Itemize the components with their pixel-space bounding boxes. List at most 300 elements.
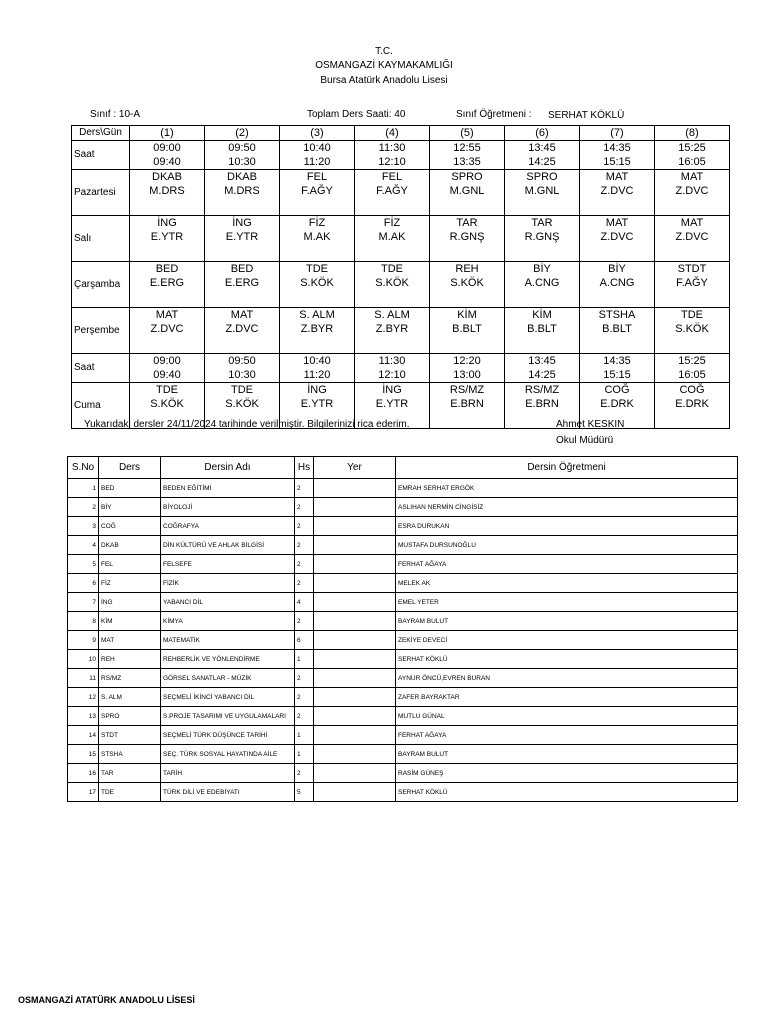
lesson-bottom: B.BLT	[602, 323, 632, 335]
lesson-top: MAT	[680, 217, 704, 229]
list-cell	[314, 479, 396, 498]
lesson-cell	[205, 216, 280, 262]
list-cell: 6	[68, 574, 99, 593]
time-top: 10:40	[303, 355, 331, 367]
list-cell: 16	[68, 764, 99, 783]
list-header-cell: Dersin Öğretmeni	[396, 457, 738, 479]
list-cell: FEL	[99, 555, 161, 574]
lesson-bottom: M.AK	[303, 231, 331, 243]
time-cell	[430, 354, 505, 383]
lesson-top: STDT	[677, 263, 707, 275]
lesson-top: MAT	[680, 171, 704, 183]
lesson-cell	[505, 170, 580, 216]
lesson-top: S. ALM	[374, 309, 410, 321]
list-row	[68, 688, 738, 707]
list-header-row	[68, 457, 738, 479]
header-school: Bursa Atatürk Anadolu Lisesi	[320, 75, 448, 86]
day-label: Çarşamba	[72, 262, 130, 308]
lesson-top: TDE	[681, 309, 703, 321]
lesson-bottom: M.GNL	[449, 185, 485, 197]
time-top: 15:25	[678, 355, 706, 367]
header-kaymakamlik: OSMANGAZİ KAYMAKAMLIĞI	[315, 60, 453, 71]
lesson-top: İNG	[307, 384, 327, 396]
list-cell	[314, 612, 396, 631]
lesson-top: RS/MZ	[449, 384, 485, 396]
lesson-bottom: E.DRK	[675, 398, 709, 410]
list-cell: SERHAT KÖKLÜ	[396, 783, 738, 802]
lesson-bottom: E.ERG	[224, 277, 260, 289]
list-header-cell: S.No	[68, 457, 99, 479]
lesson-top: MAT	[155, 309, 179, 321]
list-cell: YABANCI DİL	[161, 593, 295, 612]
list-cell	[314, 688, 396, 707]
list-cell: S.PROJE TASARIMI VE UYGULAMALARI	[161, 707, 295, 726]
time-row-friday	[72, 354, 730, 383]
list-row	[68, 631, 738, 650]
lesson-top: BED	[155, 263, 179, 275]
list-cell: REH	[99, 650, 161, 669]
lesson-bottom: B.BLT	[527, 323, 557, 335]
list-cell: COĞRAFYA	[161, 517, 295, 536]
list-cell: 1	[68, 479, 99, 498]
time-bottom: 14:25	[528, 156, 556, 168]
list-cell: 2	[68, 498, 99, 517]
list-cell	[314, 631, 396, 650]
list-cell: 1	[295, 745, 314, 764]
day-label: Salı	[72, 216, 130, 262]
lesson-cell	[430, 383, 505, 429]
lesson-cell	[655, 170, 730, 216]
lesson-bottom: A.CNG	[524, 277, 560, 289]
list-cell: İNG	[99, 593, 161, 612]
time-top: 11:30	[378, 142, 406, 154]
class-teacher-label: Sınıf Öğretmeni :	[456, 109, 532, 120]
lesson-top: TAR	[456, 217, 478, 229]
lesson-bottom: E.YTR	[225, 231, 259, 243]
time-top: 13:45	[528, 142, 556, 154]
list-row	[68, 764, 738, 783]
lesson-bottom: E.BRN	[450, 398, 484, 410]
list-cell: 12	[68, 688, 99, 707]
list-header-cell: Yer	[314, 457, 396, 479]
lesson-bottom: F.AĞY	[301, 185, 333, 197]
period-header: (8)	[655, 126, 730, 141]
list-cell: ESRA DURUKAN	[396, 517, 738, 536]
lesson-bottom: F.AĞY	[376, 185, 408, 197]
lesson-cell	[280, 216, 355, 262]
list-cell: 3	[68, 517, 99, 536]
list-cell: 2	[295, 688, 314, 707]
lesson-cell	[355, 262, 430, 308]
list-cell: REHBERLİK VE YÖNLENDİRME	[161, 650, 295, 669]
list-cell: FİZ	[99, 574, 161, 593]
list-cell: MUSTAFA DURSUNOĞLU	[396, 536, 738, 555]
lesson-top: REH	[455, 263, 479, 275]
saat-label: Saat	[72, 141, 130, 170]
lesson-bottom: S.KÖK	[450, 277, 484, 289]
list-cell: 10	[68, 650, 99, 669]
list-cell: MAT	[99, 631, 161, 650]
time-cell	[205, 141, 280, 170]
lesson-cell	[280, 170, 355, 216]
total-hours-label: Toplam Ders Saati: 40	[307, 109, 406, 120]
lesson-cell	[205, 262, 280, 308]
time-bottom: 14:25	[528, 369, 556, 381]
class-teacher-name: SERHAT KÖKLÜ	[548, 110, 625, 121]
list-row	[68, 498, 738, 517]
corner-cell: Ders\Gün	[72, 126, 130, 141]
lesson-top: KİM	[457, 309, 477, 321]
lesson-bottom: A.CNG	[599, 277, 635, 289]
list-cell: 4	[68, 536, 99, 555]
list-cell: EMEL YETER	[396, 593, 738, 612]
list-cell: 9	[68, 631, 99, 650]
list-cell: TDE	[99, 783, 161, 802]
list-cell: 13	[68, 707, 99, 726]
list-cell: 2	[295, 517, 314, 536]
period-header: (2)	[205, 126, 280, 141]
list-cell: 2	[295, 574, 314, 593]
lesson-top: DKAB	[152, 171, 182, 183]
lesson-top: COĞ	[679, 384, 705, 396]
list-header-cell: Hs	[295, 457, 314, 479]
list-row	[68, 783, 738, 802]
list-cell	[314, 726, 396, 745]
time-bottom: 13:00	[453, 369, 481, 381]
lesson-cell	[130, 308, 205, 354]
time-top: 10:40	[303, 142, 331, 154]
time-cell	[205, 354, 280, 383]
list-cell: STSHA	[99, 745, 161, 764]
list-cell: ZAFER BAYRAKTAR	[396, 688, 738, 707]
list-cell	[314, 555, 396, 574]
lesson-cell	[205, 308, 280, 354]
list-cell: TARİH	[161, 764, 295, 783]
period-header: (3)	[280, 126, 355, 141]
time-top: 11:30	[378, 355, 406, 367]
lesson-bottom: S.KÖK	[675, 323, 709, 335]
lesson-cell	[430, 308, 505, 354]
time-bottom: 10:30	[228, 156, 256, 168]
time-cell	[580, 354, 655, 383]
list-cell	[314, 650, 396, 669]
list-row	[68, 574, 738, 593]
day-row	[72, 308, 730, 354]
lesson-bottom: Z.DVC	[675, 185, 709, 197]
list-cell: BAYRAM BULUT	[396, 745, 738, 764]
lesson-cell	[130, 216, 205, 262]
lesson-cell	[355, 170, 430, 216]
lesson-bottom: S.KÖK	[150, 398, 184, 410]
list-cell	[314, 669, 396, 688]
list-cell: 6	[295, 631, 314, 650]
lesson-cell	[205, 170, 280, 216]
list-row	[68, 517, 738, 536]
lesson-cell	[580, 308, 655, 354]
lesson-bottom: M.DRS	[224, 185, 260, 197]
day-row	[72, 170, 730, 216]
lesson-top: KİM	[532, 309, 552, 321]
lesson-bottom: Z.BYR	[375, 323, 409, 335]
list-cell: EMRAH SERHAT ERGÖK	[396, 479, 738, 498]
schedule-header-row	[72, 126, 730, 141]
lesson-top: FEL	[306, 171, 328, 183]
list-row	[68, 479, 738, 498]
list-cell: 2	[295, 536, 314, 555]
list-cell: MATEMATİK	[161, 631, 295, 650]
weekly-schedule-table	[71, 125, 730, 429]
time-top: 09:50	[228, 355, 256, 367]
list-cell: 17	[68, 783, 99, 802]
list-cell: AYNUR ÖNCÜ,EVREN BURAN	[396, 669, 738, 688]
time-bottom: 09:40	[153, 156, 181, 168]
lesson-cell	[355, 216, 430, 262]
time-bottom: 12:10	[378, 369, 406, 381]
time-top: 15:25	[678, 142, 706, 154]
lesson-top: FİZ	[308, 217, 326, 229]
list-cell: SPRO	[99, 707, 161, 726]
day-label: Perşembe	[72, 308, 130, 354]
period-header: (1)	[130, 126, 205, 141]
lesson-bottom: Z.DVC	[150, 323, 184, 335]
list-cell: STDT	[99, 726, 161, 745]
lesson-cell	[430, 262, 505, 308]
time-bottom: 10:30	[228, 369, 256, 381]
lesson-top: İNG	[157, 217, 177, 229]
lesson-bottom: R.GNŞ	[524, 231, 560, 243]
lesson-cell	[130, 170, 205, 216]
lesson-top: TDE	[231, 384, 253, 396]
list-cell: BİY	[99, 498, 161, 517]
time-bottom: 13:35	[453, 156, 481, 168]
time-bottom: 11:20	[303, 369, 331, 381]
time-row	[72, 141, 730, 170]
lesson-cell	[505, 308, 580, 354]
lesson-bottom: E.YTR	[300, 398, 334, 410]
lesson-top: RS/MZ	[524, 384, 560, 396]
time-cell	[505, 354, 580, 383]
class-label: Sınıf : 10-A	[90, 109, 141, 120]
lesson-cell	[655, 216, 730, 262]
list-cell: 2	[295, 612, 314, 631]
lesson-bottom: F.AĞY	[676, 277, 708, 289]
lesson-top: FEL	[381, 171, 403, 183]
time-cell	[130, 354, 205, 383]
time-top: 09:00	[153, 355, 181, 367]
footer-school-name: OSMANGAZİ ATATÜRK ANADOLU LİSESİ	[18, 995, 195, 1005]
list-row	[68, 745, 738, 764]
day-label: Cuma	[72, 383, 130, 429]
lesson-bottom: E.ERG	[149, 277, 185, 289]
list-cell: TAR	[99, 764, 161, 783]
time-top: 14:35	[603, 142, 631, 154]
list-cell: MELEK AK	[396, 574, 738, 593]
list-cell: 4	[295, 593, 314, 612]
lesson-bottom: S.KÖK	[225, 398, 259, 410]
lesson-cell	[130, 262, 205, 308]
lesson-cell	[580, 170, 655, 216]
list-cell: 2	[295, 764, 314, 783]
lesson-top: MAT	[230, 309, 254, 321]
day-row	[72, 262, 730, 308]
list-cell	[314, 536, 396, 555]
time-bottom: 16:05	[678, 369, 706, 381]
list-cell: BED	[99, 479, 161, 498]
lesson-top: FİZ	[383, 217, 401, 229]
list-cell: 2	[295, 498, 314, 517]
time-cell	[505, 141, 580, 170]
period-header: (5)	[430, 126, 505, 141]
lesson-cell	[655, 262, 730, 308]
lesson-bottom: S.KÖK	[300, 277, 334, 289]
lesson-cell	[280, 262, 355, 308]
list-row	[68, 650, 738, 669]
list-row	[68, 536, 738, 555]
saat-label: Saat	[72, 354, 130, 383]
list-cell: 2	[295, 669, 314, 688]
list-cell	[314, 707, 396, 726]
lesson-top: TDE	[381, 263, 403, 275]
time-cell	[280, 354, 355, 383]
list-cell: FELSEFE	[161, 555, 295, 574]
lesson-top: TAR	[531, 217, 553, 229]
lesson-bottom: Z.DVC	[675, 231, 709, 243]
time-bottom: 15:15	[603, 156, 631, 168]
list-cell: 14	[68, 726, 99, 745]
list-cell: 2	[295, 707, 314, 726]
lesson-top: SPRO	[451, 171, 483, 183]
list-cell: S. ALM	[99, 688, 161, 707]
time-top: 14:35	[603, 355, 631, 367]
principal-name: Ahmet KESKIN	[556, 419, 625, 430]
lesson-top: BİY	[608, 263, 626, 275]
lesson-top: STSHA	[598, 309, 636, 321]
list-cell	[314, 745, 396, 764]
list-row	[68, 707, 738, 726]
time-cell	[655, 354, 730, 383]
list-cell: 15	[68, 745, 99, 764]
list-cell: COĞ	[99, 517, 161, 536]
lesson-bottom: R.GNŞ	[449, 231, 485, 243]
lesson-cell	[280, 308, 355, 354]
time-bottom: 11:20	[303, 156, 331, 168]
lesson-top: MAT	[605, 217, 629, 229]
list-cell: FERHAT AĞAYA	[396, 555, 738, 574]
list-cell: FİZİK	[161, 574, 295, 593]
lesson-bottom: S.KÖK	[375, 277, 409, 289]
list-cell: DKAB	[99, 536, 161, 555]
time-cell	[355, 354, 430, 383]
time-top: 09:50	[228, 142, 256, 154]
day-label: Pazartesi	[72, 170, 130, 216]
list-cell: 2	[295, 555, 314, 574]
list-row	[68, 555, 738, 574]
list-row	[68, 726, 738, 745]
lesson-cell	[580, 262, 655, 308]
lesson-cell	[580, 216, 655, 262]
time-cell	[355, 141, 430, 170]
time-bottom: 15:15	[603, 369, 631, 381]
lesson-top: DKAB	[227, 171, 257, 183]
lesson-top: SPRO	[526, 171, 558, 183]
lesson-top: COĞ	[604, 384, 630, 396]
list-cell: 1	[295, 726, 314, 745]
lesson-cell	[355, 308, 430, 354]
list-cell: ASLIHAN NERMİN CİNGİSİZ	[396, 498, 738, 517]
principal-title: Okul Müdürü	[556, 435, 614, 446]
header-tc: T.C.	[375, 46, 393, 57]
list-cell: FERHAT AĞAYA	[396, 726, 738, 745]
day-row	[72, 216, 730, 262]
lesson-bottom: B.BLT	[452, 323, 482, 335]
lesson-top: İNG	[232, 217, 252, 229]
time-cell	[580, 141, 655, 170]
time-top: 12:55	[453, 142, 481, 154]
lesson-bottom: E.YTR	[150, 231, 184, 243]
lesson-bottom: Z.DVC	[600, 185, 634, 197]
lesson-cell	[430, 170, 505, 216]
list-cell	[314, 783, 396, 802]
list-cell	[314, 498, 396, 517]
list-cell: RASİM GÜNEŞ	[396, 764, 738, 783]
list-cell: ZEKİYE DEVECİ	[396, 631, 738, 650]
time-cell	[430, 141, 505, 170]
time-bottom: 12:10	[378, 156, 406, 168]
time-top: 13:45	[528, 355, 556, 367]
lesson-bottom: E.BRN	[525, 398, 559, 410]
list-cell: KİM	[99, 612, 161, 631]
lesson-bottom: Z.DVC	[225, 323, 259, 335]
notice-text: Yukarıdaki dersler 24/11/2024 tarihinde verilmiştir. Bilgilerinizi rica ederim.	[84, 419, 410, 430]
lesson-bottom: M.AK	[378, 231, 406, 243]
list-cell: 5	[68, 555, 99, 574]
period-header: (7)	[580, 126, 655, 141]
time-bottom: 09:40	[153, 369, 181, 381]
list-cell: BAYRAM BULUT	[396, 612, 738, 631]
course-list-table	[67, 456, 738, 802]
list-cell: TÜRK DİLİ VE EDEBİYATI	[161, 783, 295, 802]
list-cell: SERHAT KÖKLÜ	[396, 650, 738, 669]
time-cell	[130, 141, 205, 170]
list-cell	[314, 517, 396, 536]
period-header: (4)	[355, 126, 430, 141]
lesson-top: İNG	[382, 384, 402, 396]
time-top: 12:20	[453, 355, 481, 367]
list-cell: BEDEN EĞİTİMİ	[161, 479, 295, 498]
list-cell: MUTLU GÜNAL	[396, 707, 738, 726]
lesson-cell	[655, 308, 730, 354]
list-cell	[314, 764, 396, 783]
list-header-cell: Ders	[99, 457, 161, 479]
lesson-bottom: E.DRK	[600, 398, 634, 410]
list-cell: 11	[68, 669, 99, 688]
list-cell	[314, 574, 396, 593]
list-cell: GÖRSEL SANATLAR - MÜZİK	[161, 669, 295, 688]
lesson-cell	[430, 216, 505, 262]
time-top: 09:00	[153, 142, 181, 154]
list-cell: KİMYA	[161, 612, 295, 631]
period-header: (6)	[505, 126, 580, 141]
list-row	[68, 669, 738, 688]
list-cell: 5	[295, 783, 314, 802]
list-cell	[314, 593, 396, 612]
lesson-bottom: M.GNL	[524, 185, 560, 197]
list-cell: SEÇ. TÜRK SOSYAL HAYATINDA AİLE	[161, 745, 295, 764]
lesson-top: TDE	[306, 263, 328, 275]
list-cell: BİYOLOJİ	[161, 498, 295, 517]
list-cell: SEÇMELİ TÜRK DÜŞÜNCE TARİHİ	[161, 726, 295, 745]
lesson-top: BED	[230, 263, 254, 275]
